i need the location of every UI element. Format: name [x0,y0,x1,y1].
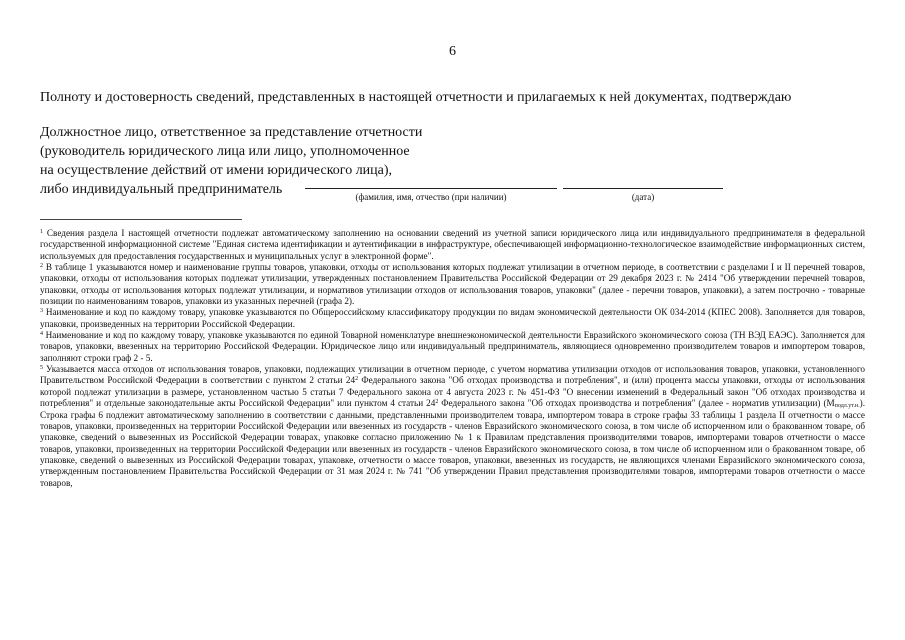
confirmation-statement: Полноту и достоверность сведений, представленных в настоящей отчетности и прилагаемых к ней документах, подтверждаю [40,90,792,105]
date-caption: (дата) [631,192,655,202]
footnote-2 [40,262,865,307]
footnote-marker: 1 [40,229,43,235]
footnote-separator [40,219,242,220]
footnote-text: ). Строка графы 6 подлежит автоматическому заполнению в соответствии с данными, представленными производителем товара, импортером товара в строке графы 33 таблицы 1 раздела II отчетности о массе товаров, упаковки, произведенных на территории Российской Федерации или ввезенных из государств - членов Евразийского экономического союза, в том числе об испорченном или о бракованном товаре, об упаковке, сведений о вывезенных из Российской Федерации товарах, упаковке согласно приложению № 1 к Правилам представления производителями товаров, импортерами товаров отчетности о массе товаров, упаковки, произведенных на территории Российской Федерации или ввезенных из государств - членов Евразийского экономического союза, в том числе об испорченном или о бракованном товаре, об упаковке, сведений о вывезенных из Российской Федерации товарах, упаковке, отчетности о массе товаров, упаковки, ввезенных из государств, не являющихся членами Евразийского экономического союза, утвержденным постановлением Правительства Российской Федерации от 31 мая 2024 г. № 741 "Об утверждении Правил представления производителями товаров, импортерами товаров отчетности о массе товаров, [40,398,865,488]
footnote-marker: 4 [40,331,43,338]
footnote-1 [40,228,865,262]
mass-subscript: подл.ут.н. [834,403,860,410]
article-superscript: 2 [355,376,359,383]
footnote-marker: 2 [40,263,43,270]
full-name-signature-line [305,188,557,189]
footnote-3 [40,307,865,330]
footnote-text: Федерального закона "Об отходах производства и потребления" (далее - норматив утилизации) (М [438,398,835,409]
footnote-4 [40,330,865,364]
date-signature-line [563,188,723,189]
footnote-text: Указывается масса отходов от использования товаров, упаковки, подлежащих утилизации в отчетном периоде, с учетом норматива утилизации отходов от использования товаров, упаковки, установленного Правительством Российской Федерации в соответствии с пунктом 2 статьи 24 [40,364,865,386]
official-line: либо индивидуальный предприниматель [40,182,283,197]
article-superscript: 2 [435,399,439,406]
footnotes [40,228,865,489]
official-line: Должностное лицо, ответственное за представление отчетности [40,125,423,140]
footnote-text: Сведения раздела I настоящей отчетности подлежат автоматическому заполнению на основании сведений из учетной записи юридического лица или индивидуального предпринимателя в федеральной государственной информационной системе "Единая система идентификации и аутентификации в инфраструктуре, обеспечивающей информационно-технологическое взаимодействие информационных систем, используемых для предоставления государственных и муниципальных услуг в электронной форме". [40,228,866,261]
official-line: (руководитель юридического лица или лицо, уполномоченное [40,144,410,159]
footnote-text: Наименование и код по каждому товару, упаковке указываются по единой Товарной номенклатуре внешнеэкономической деятельности Евразийского экономического союза (ТН ВЭД ЕАЭС). Заполняется для товаров, упаковки, ввезенных на территорию Российской Федерации. Юридическое лицо или индивидуальный предприниматель, являющиеся одновременно производителем товаров и импортером товаров, заполняют строки граф 2 - 5. [40,330,866,363]
footnote-marker: 5 [40,365,43,372]
official-line: на осуществление действий от имени юридического лица), [40,163,393,178]
full-name-caption: (фамилия, имя, отчество (при наличии) [355,192,507,202]
footnote-text: В таблице 1 указываются номер и наименование группы товаров, упаковки, отходы от использования которых подлежат утилизации в отчетном периоде, в соответствии с разделами I и II перечней товаров, упаковки, отходы от использования которых подлежат утилизации, утвержденных постановлением Правительства Российской Федерации от 29 декабря 2023 г. № 2414 "Об утверждении перечней товаров, упаковки, отходы от использования которых подлежат утилизации, и нормативов утилизации отходов от использования товаров, упаковки" (далее - перечни товаров, упаковки), а затем построчно - товарные позиции по наименованиям товаров, упаковки из указанных перечней (графа 2). [40,262,866,307]
footnote-5 [40,364,865,489]
footnote-marker: 3 [40,308,43,315]
footnote-text: Федерального закона "Об отходах производства и потребления", и (или) процента массы упаковки, отходы от использования которой подлежат утилизации в размере, установленном частью 5 статьи 7 Федерального закона от 4 августа 2023 г. № 451-ФЗ "О внесении изменений в Федеральный закон "Об отходах производства и потребления" и отдельные законодательные акты Российской Федерации" или пунктом 4 статьи 24 [40,375,865,409]
page-number: 6 [449,44,456,59]
footnote-text: Наименование и код по каждому товару, упаковке указываются по Общероссийскому классификатору продукции по видам экономической деятельности ОК 034-2014 (КПЕС 2008). Заполняется для товаров, упаковки, произведенных на территории Российской Федерации. [40,307,865,329]
